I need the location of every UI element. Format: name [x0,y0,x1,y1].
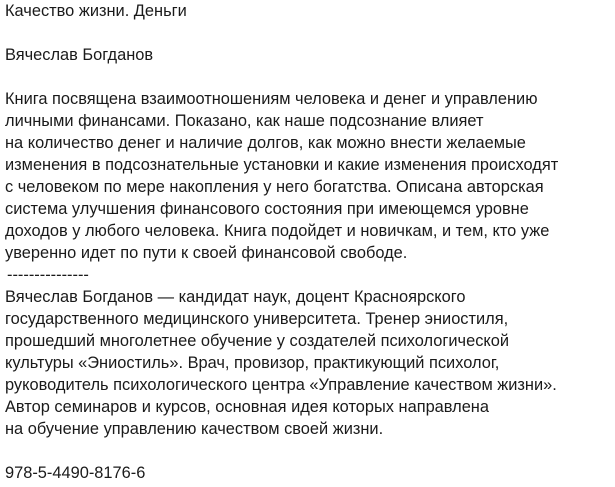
book-description [5,88,613,264]
description-line: с человеком по мере накопления у него богатства. Описана авторская [5,178,544,196]
description-line: изменения в подсознательные установки и какие изменения происходят [5,156,559,174]
spacer [5,440,613,462]
spacer [5,66,613,88]
description-line: Книга посвящена взаимоотношениям человека и денег и управлению [5,90,538,108]
spacer [5,22,613,44]
bio-line: Автор семинаров и курсов, основная идея которых направлена [5,398,489,416]
bio-line: прошедший многолетнее обучение у создателей психологической [5,332,510,350]
description-line: личными финансами. Показано, как наше подсознание влияет [5,112,484,130]
bio-line: государственного медицинского университета. Тренер эниостиля, [5,310,509,328]
bio-line: Вячеслав Богданов — кандидат наук, доцент Красноярского [5,288,466,306]
separator-line: --------------- [7,266,89,284]
bio-line: культуры «Эниостиль». Врач, провизор, практикующий психолог, [5,354,500,372]
description-line: на количество денег и наличие долгов, как можно внести желаемые [5,134,526,152]
description-line: система улучшения финансового состояния при имеющемся уровне [5,200,529,218]
document-body [5,0,613,484]
book-title: Качество жизни. Деньги [5,2,187,20]
description-line: доходов у любого человека. Книга подойдет и новичкам, и тем, кто уже [5,222,550,240]
isbn: 978-5-4490-8176-6 [5,464,146,482]
bio-line: руководитель психологического центра «Управление качеством жизни». [5,376,557,394]
author-bio [5,286,613,440]
book-author: Вячеслав Богданов [5,46,154,64]
bio-line: на обучение управлению качеством своей жизни. [5,420,384,438]
description-line: уверенно идет по пути к своей финансовой свободе. [5,244,408,262]
